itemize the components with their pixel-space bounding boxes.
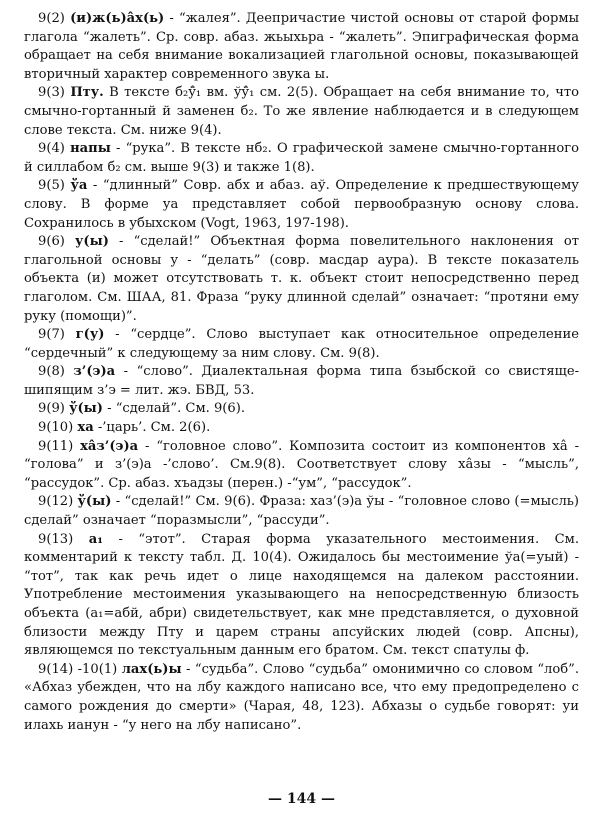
- entry-key: 9(4): [38, 141, 65, 157]
- entry-key: 9(13): [38, 531, 74, 547]
- entry-9-7: [24, 326, 579, 363]
- entry-key: 9(2): [38, 11, 65, 26]
- entry-text: - “этот”. Старая форма указательного местоимения. См. комментарий к тексту табл. Д. 10(4). Ожидалось бы местоимение ўа(=уый) - “тот”, так как речь идет о лице находящемся на далеком расстоянии. Употребление местоимения указывающего на непосредственную близость объекта (а₁=абй, абри) свидетельствует, как мне представляется, о духовной близости между Пту и царем страны апсуйских людей (совр. Апсны), являющемся по текстуальным данным его братом. См. текст спатулы ф.: [24, 531, 579, 659]
- entry-text: - “сделай!” Объектная форма повелительного наклонения от глагольной основы у - “делать” (совр. масдар аура). В тексте показатель объекта (и) может отсутствовать т. к. объект стоит непосредственно перед глаголом. См. ШАА, 81. Фраза “руку длинной сделай” означает: “протяни ему руку (помощи)”.: [24, 234, 579, 324]
- entry-9-13: [24, 531, 579, 661]
- entry-key: 9(14) -10(1): [38, 661, 118, 677]
- entry-text: - “судьба”. Слово “судьба” омонимично со словом “лоб”. «Абхаз убежден, что на лбу каждого написано все, что ему предопределено с самого рождения до смерти» (Чарая, 48, 123). Абхазы о судьбе говорят: уи илахь ианун - “у него на лбу написано”.: [24, 661, 579, 733]
- entry-key: 9(12): [38, 494, 74, 510]
- entry-key: 9(11): [38, 438, 74, 454]
- entry-text: - “рука”. В тексте нб₂. О графической замене смычно-гортанного й силлабом б₂ см. выше 9(3) и также 1(8).: [24, 141, 579, 175]
- entry-term: ў(ы): [77, 494, 112, 510]
- entry-term: у(ы): [75, 234, 109, 250]
- entry-text: - “длинный” Совр. абх и абаз. аў. Определение к предшествующему слову. В форме уа представляет собой первообразную основу слова. Сохранилось в убыхском (Vogt, 1963, 197-198).: [24, 178, 579, 231]
- entry-term: ў(ы): [69, 401, 103, 417]
- entry-term: напы: [70, 141, 111, 157]
- entry-9-4: [24, 140, 579, 177]
- entry-term: г(у): [75, 327, 105, 343]
- entry-text: - “слово”. Диалектальная форма типа бзыбской со свистяще-шипящим з’э = лит. жэ. БВД, 53.: [24, 364, 579, 398]
- entry-key: 9(3): [38, 85, 65, 101]
- entry-term: ха̂з’(э)а: [80, 438, 139, 454]
- entry-key: 9(8): [38, 364, 65, 380]
- entry-text: - “головное слово”. Композита состоит из компонентов ха̂ - “голова” и з’(э)а -’слово’. См.9(8). Соответствует слову ха̂зы - “мысль”, “рассудок”. Ср. абаз. хъадзы (перен.) -“ум”, “рассудок”.: [24, 438, 579, 491]
- entry-term: ха: [77, 420, 94, 436]
- entry-term: лах(ь)ы: [121, 661, 182, 677]
- entry-text: -’царь’. См. 2(6).: [93, 420, 211, 436]
- entry-key: 9(7): [38, 327, 65, 343]
- entry-9-11: [24, 438, 579, 494]
- entry-text: - “сделай!” См. 9(6). Фраза: хаз’(э)а ўы - “головное слово (=мысль) сделай” означает “поразмысли”, “рассуди”.: [24, 494, 579, 529]
- entry-text: - “сердце”. Слово выступает как относительное определение “сердечный” к следующему за ним слову. См. 9(8).: [24, 327, 579, 361]
- entry-9-10: [24, 419, 579, 438]
- entry-term: Пту.: [70, 85, 104, 101]
- entry-key: 9(6): [38, 234, 65, 250]
- entry-text: - “жалея”. Деепричастие чистой основы от старой формы глагола “жалеть”. Ср. совр. абаз. жьыхьра - “жалеть”. Эпиграфическая форма обращает на себя внимание вокализацией глагольной основы, показывающей вторичный характер современного звука ы.: [24, 11, 579, 82]
- entry-text: В тексте б₂ў̂₁ вм. ўў̂₁ см. 2(5). Обращает на себя внимание то, что смычно-гортанный й заменен б₂. То же явление наблюдается и в следующем слове текста. См. ниже 9(4).: [24, 85, 579, 138]
- entry-9-5: [24, 177, 579, 233]
- entry-9-12: [24, 493, 579, 530]
- entry-term: з’(э)а: [73, 364, 116, 380]
- entry-9-2: [24, 10, 579, 84]
- entry-term: ўа: [70, 178, 88, 194]
- entry-key: 9(9): [38, 401, 65, 417]
- entry-key: 9(5): [38, 178, 65, 194]
- entry-key: 9(10): [38, 420, 74, 436]
- entry-9-9: [24, 400, 579, 419]
- entry-9-8: [24, 363, 579, 400]
- entry-text: - “сделай”. См. 9(6).: [102, 401, 245, 417]
- entry-term: (и)ж(ь)а̂х(ь): [70, 11, 165, 26]
- entry-term: а₁: [88, 531, 103, 547]
- entry-9-14: [24, 661, 579, 735]
- entry-9-3: [24, 84, 579, 140]
- entry-9-6: [24, 233, 579, 326]
- page-number: — 144 —: [268, 791, 335, 807]
